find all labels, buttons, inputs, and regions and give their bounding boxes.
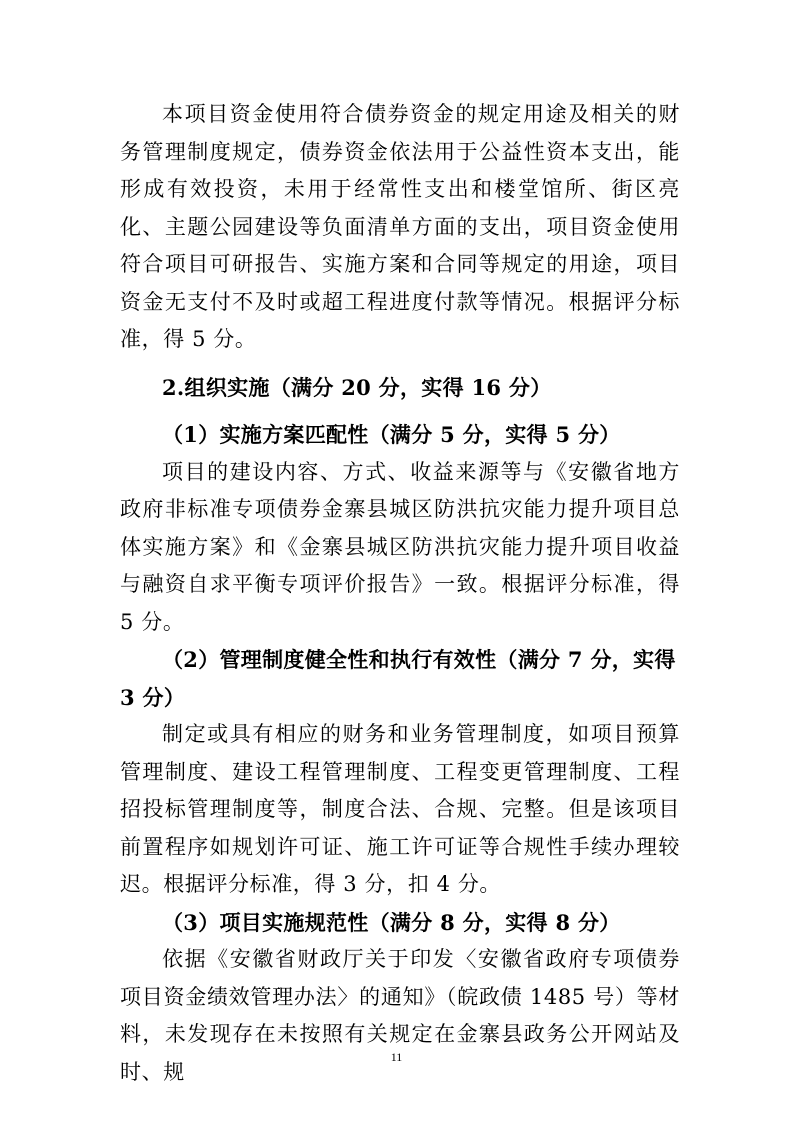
heading-implementation-standard: （3）项目实施规范性（满分 8 分，实得 8 分）: [162, 909, 621, 935]
heading-organization-implementation: 2.组织实施（满分 20 分，实得 16 分）: [162, 374, 552, 400]
document-body: [120, 96, 680, 1091]
paragraph-implementation-standard: 依据《安徽省财政厅关于印发〈安徽省政府专项债券项目资金绩效管理办法〉的通知》（皖政债 1485 号）等材料，未发现存在未按照有关规定在金寨县政务公开网站及时、规: [120, 947, 680, 1084]
paragraph-fund-usage: 本项目资金使用符合债券资金的规定用途及相关的财务管理制度规定，债券资金依法用于公益性资本支出，能形成有效投资，未用于经常性支出和楼堂馆所、街区亮化、主题公园建设等负面清单方面的支出，项目资金使用符合项目可研报告、实施方案和合同等规定的用途，项目资金无支付不及时或超工程进度付款等情况。根据评分标准，得 5 分。: [120, 102, 680, 351]
heading-management-system: （2）管理制度健全性和执行有效性（满分 7 分，实得 3 分）: [120, 647, 676, 710]
page-number: 11: [390, 1050, 403, 1064]
heading-plan-matching: （1）实施方案匹配性（满分 5 分，实得 5 分）: [162, 422, 621, 447]
paragraph-management-system: 制定或具有相应的财务和业务管理制度，如项目预算管理制度、建设工程管理制度、工程变更管理制度、工程招投标管理制度等，制度合法、合规、完整。但是该项目前置程序如规划许可证、施工许可证等合规性手续办理较迟。根据评分标准，得 3 分，扣 4 分。: [120, 722, 680, 896]
paragraph-plan-matching: 项目的建设内容、方式、收益来源等与《安徽省地方政府非标准专项债券金寨县城区防洪抗灾能力提升项目总体实施方案》和《金寨县城区防洪抗灾能力提升项目收益与融资自求平衡专项评价报告》一致。根据评分标准，得 5 分。: [120, 459, 680, 634]
